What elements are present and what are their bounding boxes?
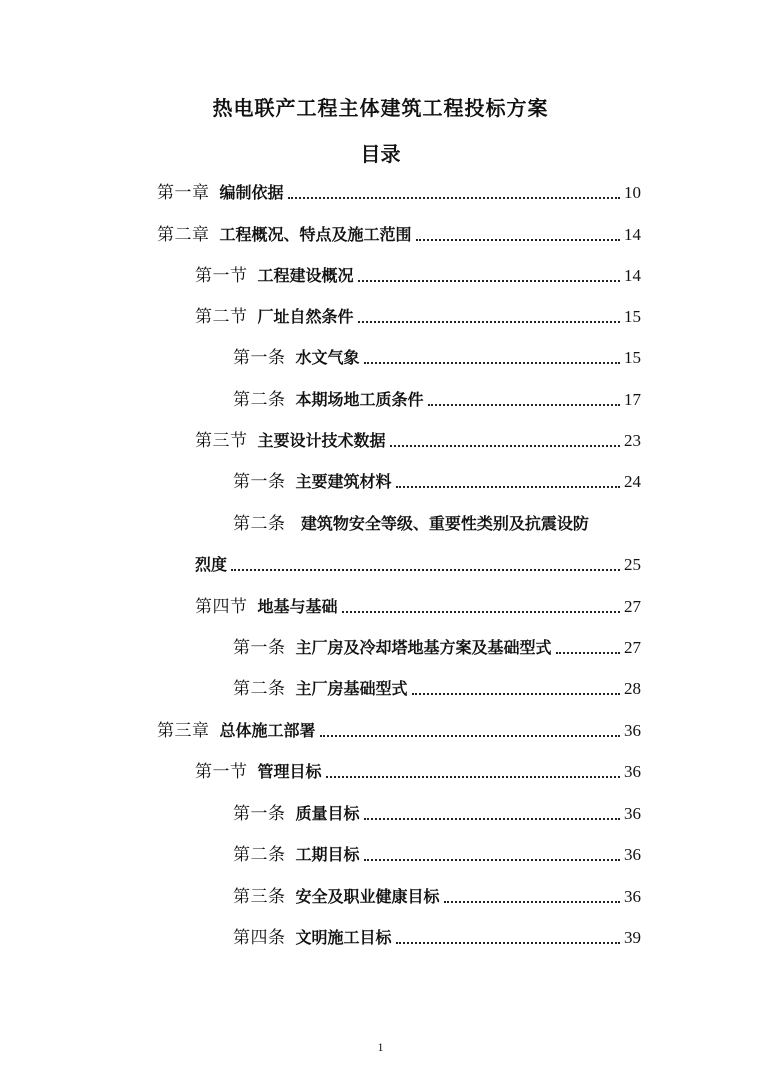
dot-leader bbox=[412, 693, 620, 695]
toc-entry-number: 第一条 bbox=[233, 638, 286, 658]
toc-entry-number: 第四节 bbox=[195, 597, 248, 617]
toc-entry-number: 第三条 bbox=[233, 887, 286, 907]
toc-entry-number: 第一节 bbox=[195, 266, 248, 286]
toc-entry-article-first-line[interactable] bbox=[233, 511, 641, 537]
toc-entry-title: 主厂房基础型式 bbox=[295, 679, 408, 698]
toc-entry-article[interactable] bbox=[233, 842, 641, 868]
toc-entry-article[interactable] bbox=[233, 884, 641, 910]
dot-leader bbox=[342, 611, 620, 613]
dot-leader bbox=[231, 569, 620, 571]
toc-entry-title: 工程建设概况 bbox=[257, 266, 354, 285]
toc-entry-article[interactable] bbox=[233, 469, 641, 495]
toc-entry-chapter[interactable] bbox=[157, 180, 641, 206]
document-title: 热电联产工程主体建筑工程投标方案 bbox=[212, 96, 549, 120]
toc-entry-page: 14 bbox=[624, 266, 641, 285]
toc-entry-section[interactable] bbox=[195, 304, 641, 330]
toc-entry-page: 39 bbox=[624, 928, 641, 947]
toc-entry-title: 水文气象 bbox=[295, 348, 360, 367]
dot-leader bbox=[444, 901, 620, 903]
toc-entry-section[interactable] bbox=[195, 428, 641, 454]
toc-entry-number: 第三章 bbox=[157, 721, 210, 741]
toc-entry-section[interactable] bbox=[195, 594, 641, 620]
toc-entry-page: 10 bbox=[624, 183, 641, 202]
dot-leader bbox=[358, 280, 620, 282]
toc-entry-page: 24 bbox=[624, 472, 641, 491]
toc-entry-title: 主要设计技术数据 bbox=[257, 431, 386, 450]
toc-entry-number: 第一章 bbox=[157, 183, 210, 203]
toc-entry-section[interactable] bbox=[195, 263, 641, 289]
toc-entry-page: 17 bbox=[624, 390, 641, 409]
toc-entry-number: 第二条 bbox=[233, 390, 286, 410]
toc-entry-section[interactable] bbox=[195, 759, 641, 785]
dot-leader bbox=[390, 445, 620, 447]
toc-entry-title: 本期场地工质条件 bbox=[295, 390, 424, 409]
toc-entry-number: 第二条 bbox=[233, 679, 286, 699]
toc-entry-title-continuation: 烈度 bbox=[195, 555, 228, 574]
toc-entry-title: 质量目标 bbox=[295, 804, 360, 823]
toc-entry-page: 27 bbox=[624, 638, 641, 657]
toc-entry-title: 编制依据 bbox=[219, 183, 284, 202]
toc-entry-title: 安全及职业健康目标 bbox=[295, 887, 440, 906]
dot-leader bbox=[326, 776, 620, 778]
dot-leader bbox=[320, 735, 620, 737]
toc-entry-title: 厂址自然条件 bbox=[257, 307, 354, 326]
dot-leader bbox=[364, 362, 620, 364]
toc-entry-page: 15 bbox=[624, 348, 641, 367]
toc-entry-title: 主要建筑材料 bbox=[295, 472, 392, 491]
toc-entry-page: 36 bbox=[624, 762, 641, 781]
page-number: 1 bbox=[377, 1040, 384, 1054]
toc-entry-number: 第二节 bbox=[195, 307, 248, 327]
toc-entry-page: 14 bbox=[624, 225, 641, 244]
toc-entry-page: 36 bbox=[624, 804, 641, 823]
toc-entry-page: 25 bbox=[624, 555, 641, 574]
toc-entry-number: 第一条 bbox=[233, 804, 286, 824]
toc-entry-number: 第一条 bbox=[233, 472, 286, 492]
toc-entry-article[interactable] bbox=[233, 676, 641, 702]
dot-leader bbox=[288, 197, 620, 199]
toc-entry-article[interactable] bbox=[233, 345, 641, 371]
dot-leader bbox=[428, 404, 620, 406]
toc-entry-page: 27 bbox=[624, 597, 641, 616]
toc-entry-title: 主厂房及冷却塔地基方案及基础型式 bbox=[295, 638, 552, 657]
toc-entry-page: 36 bbox=[624, 721, 641, 740]
toc-entry-number: 第四条 bbox=[233, 928, 286, 948]
toc-entry-page: 36 bbox=[624, 887, 641, 906]
toc-entry-article[interactable] bbox=[233, 635, 641, 661]
dot-leader bbox=[556, 652, 620, 654]
toc-entry-page: 23 bbox=[624, 431, 641, 450]
toc-entry-article[interactable] bbox=[233, 387, 641, 413]
toc-entry-title: 总体施工部署 bbox=[219, 721, 316, 740]
toc-entry-chapter[interactable] bbox=[157, 222, 641, 248]
dot-leader bbox=[396, 486, 620, 488]
toc-entry-title: 工程概况、特点及施工范围 bbox=[219, 225, 412, 244]
toc-entry-chapter[interactable] bbox=[157, 718, 641, 744]
toc-entry-article[interactable] bbox=[233, 925, 641, 951]
dot-leader bbox=[364, 818, 620, 820]
toc-entry-page: 15 bbox=[624, 307, 641, 326]
toc-entry-article-continuation[interactable] bbox=[195, 552, 641, 578]
toc-entry-page: 28 bbox=[624, 679, 641, 698]
dot-leader bbox=[358, 321, 620, 323]
dot-leader bbox=[416, 239, 620, 241]
toc-entry-number: 第二条 bbox=[233, 845, 286, 865]
toc-entry-number: 第二条 bbox=[233, 514, 286, 534]
toc-entry-title: 文明施工目标 bbox=[295, 928, 392, 947]
toc-entry-number: 第一条 bbox=[233, 348, 286, 368]
toc-entry-page: 36 bbox=[624, 845, 641, 864]
toc-entry-title: 建筑物安全等级、重要性类别及抗震设防 bbox=[300, 514, 589, 533]
toc-entry-title: 地基与基础 bbox=[257, 597, 338, 616]
dot-leader bbox=[364, 859, 620, 861]
dot-leader bbox=[396, 942, 620, 944]
toc-entry-number: 第三节 bbox=[195, 431, 248, 451]
toc-entry-number: 第二章 bbox=[157, 225, 210, 245]
toc-entry-title: 工期目标 bbox=[295, 845, 360, 864]
toc-entry-title: 管理目标 bbox=[257, 762, 322, 781]
toc-heading: 目录 bbox=[360, 142, 401, 166]
toc-entry-article[interactable] bbox=[233, 801, 641, 827]
toc-entry-number: 第一节 bbox=[195, 762, 248, 782]
